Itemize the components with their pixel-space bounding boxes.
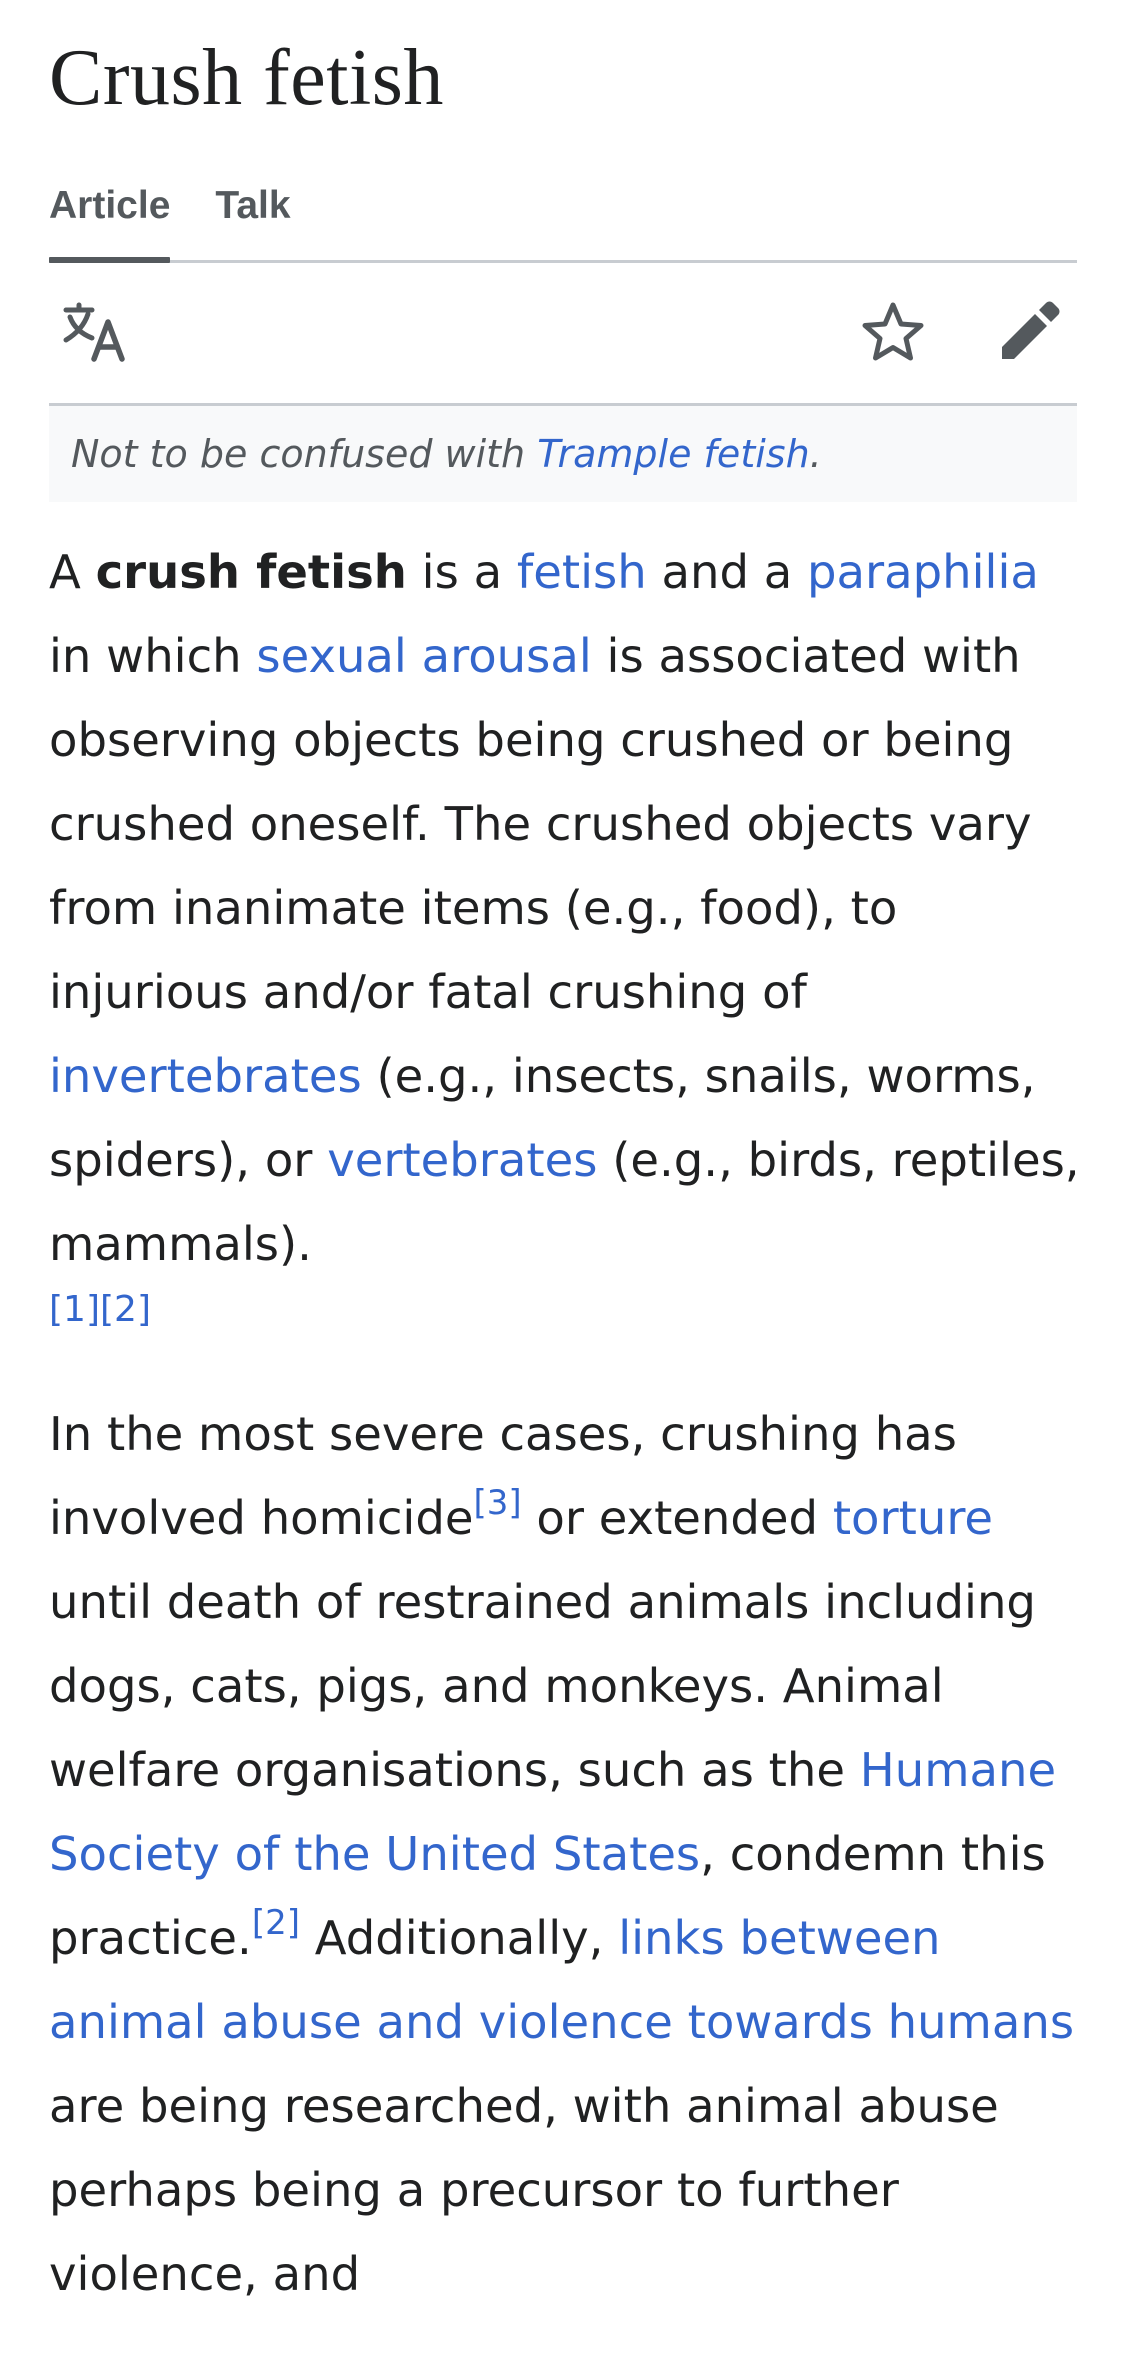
reference-3[interactable]: [3] [473, 1482, 522, 1523]
page-actions-toolbar [49, 263, 1077, 406]
page-title: Crush fetish [49, 34, 444, 122]
text: Additionally, [299, 1911, 619, 1965]
text: in which [49, 629, 257, 683]
hatnote-link-trample-fetish[interactable]: Trample fetish [537, 432, 810, 476]
namespace-tabs [49, 176, 1077, 263]
link-fetish[interactable]: fetish [516, 545, 647, 599]
text: In the most severe cases, crushing has involved homicide [49, 1407, 957, 1545]
text: , condemn this practice. [49, 1827, 1046, 1965]
text: A [49, 545, 96, 599]
hatnote [49, 406, 1077, 502]
link-humane-society[interactable]: Humane Society of the United States [49, 1743, 1057, 1881]
reference-2b[interactable]: [2] [251, 1902, 300, 1943]
hatnote-suffix: . [809, 432, 822, 476]
text: are being researched, with animal abuse perhaps being a precursor to further violence, and [49, 2079, 999, 2301]
reference-2-sup [252, 1903, 300, 1943]
text: is a [406, 545, 517, 599]
language-icon[interactable] [59, 296, 131, 368]
link-sexual-arousal[interactable]: sexual arousal [256, 629, 592, 683]
edit-pencil-icon[interactable] [993, 296, 1065, 368]
star-icon[interactable] [857, 296, 929, 368]
paragraph-2 [49, 1392, 1089, 2316]
link-vertebrates[interactable]: vertebrates [327, 1133, 598, 1187]
hatnote-prefix: Not to be confused with [71, 432, 538, 476]
reference-2[interactable]: [2] [100, 1289, 151, 1330]
tab-talk[interactable]: Talk [215, 184, 291, 227]
bold-term: crush fetish [95, 545, 407, 599]
link-paraphilia[interactable]: paraphilia [807, 545, 1039, 599]
text: or extended [521, 1491, 833, 1545]
link-invertebrates[interactable]: invertebrates [49, 1049, 362, 1103]
text: and a [646, 545, 808, 599]
article-body [49, 530, 1089, 2368]
link-torture[interactable]: torture [832, 1491, 994, 1545]
tab-article[interactable]: Article [49, 176, 170, 252]
paragraph-1 [49, 530, 1089, 1340]
link-animal-abuse-violence[interactable]: links between animal abuse and violence towards humans [49, 1911, 1075, 2049]
text: until death of restrained animals including dogs, cats, pigs, and monkeys. Animal welfare organisations, such as the [49, 1575, 1036, 1797]
text: (e.g., birds, reptiles, mammals). [49, 1133, 1080, 1271]
text: (e.g., insects, snails, worms, spiders), or [49, 1049, 1036, 1187]
reference-1[interactable]: [1] [49, 1289, 100, 1330]
reference-group [49, 1280, 1089, 1340]
article-page [49, 0, 1080, 2301]
reference-3-sup [473, 1483, 521, 1523]
text: is associated with observing objects being crushed or being crushed oneself. The crushed objects vary from inanimate items (e.g., food), to injurious and/or fatal crushing of [49, 629, 1032, 1019]
